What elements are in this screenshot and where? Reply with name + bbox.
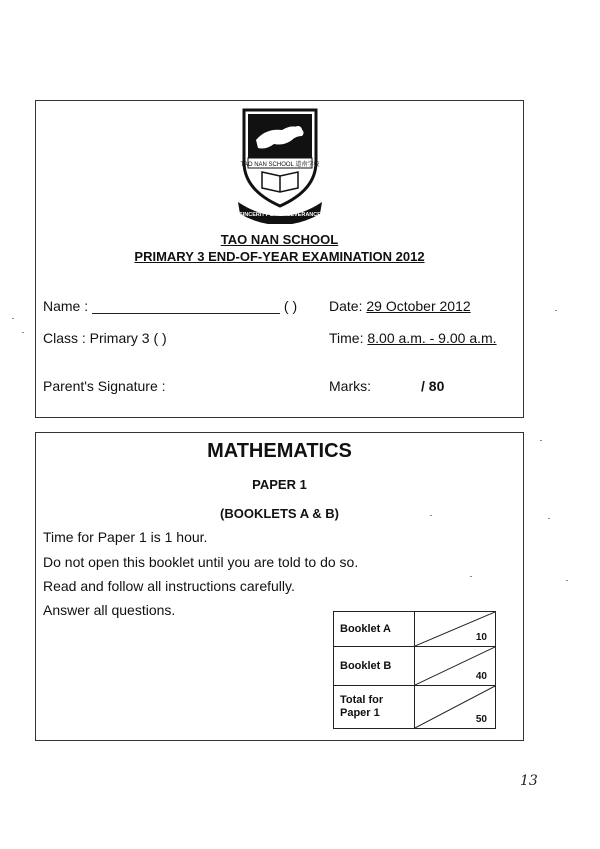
class-field: Class : Primary 3 ( )	[43, 330, 167, 346]
parent-signature-label: Parent's Signature :	[43, 378, 166, 394]
table-row	[334, 686, 496, 729]
instruction-line: Read and follow all instructions carefully.	[43, 578, 295, 594]
total-marks: 10	[475, 632, 487, 643]
date-field	[329, 298, 471, 314]
svg-text:SINCERITY & PERSEVERANCE: SINCERITY & PERSEVERANCE	[239, 212, 321, 218]
time-label: Time:	[329, 330, 364, 346]
school-name: TAO NAN SCHOOL	[220, 232, 339, 247]
table-row	[334, 647, 496, 686]
scan-speck	[430, 515, 432, 516]
page-number: 13	[520, 773, 538, 789]
paper-title: PAPER 1	[252, 477, 307, 492]
instruction-line: Time for Paper 1 is 1 hour.	[43, 529, 208, 545]
score-cell[interactable]	[415, 647, 496, 686]
scan-speck	[12, 318, 14, 319]
table-row	[334, 612, 496, 647]
instruction-line: Do not open this booklet until you are told to do so.	[43, 554, 359, 570]
scan-speck	[470, 576, 472, 577]
marks-total: / 80	[421, 378, 445, 394]
time-field	[329, 330, 497, 346]
total-marks: 40	[475, 671, 487, 682]
scan-speck	[540, 440, 542, 441]
marks-table	[333, 611, 496, 729]
score-cell[interactable]	[415, 686, 496, 729]
date-value: 29 October 2012	[366, 298, 471, 314]
cover-header-box	[35, 100, 524, 418]
total-marks: 50	[475, 714, 487, 725]
exam-title: PRIMARY 3 END-OF-YEAR EXAMINATION 2012	[134, 249, 425, 264]
booklets-label: (BOOKLETS A & B)	[220, 506, 339, 521]
paper-info-box	[35, 432, 524, 741]
name-blank[interactable]	[92, 313, 280, 314]
school-crest-logo	[236, 106, 324, 224]
scan-speck	[555, 310, 557, 311]
scan-speck	[548, 518, 550, 519]
time-value: 8.00 a.m. - 9.00 a.m.	[367, 330, 497, 346]
date-label: Date:	[329, 298, 363, 314]
instruction-line: Answer all questions.	[43, 602, 176, 618]
subject-title: MATHEMATICS	[207, 440, 352, 462]
name-field	[43, 298, 297, 314]
scan-speck	[566, 580, 568, 581]
score-cell[interactable]	[415, 612, 496, 647]
register-number-paren: ( )	[283, 298, 298, 314]
svg-text:TAO NAN SCHOOL 道南学校: TAO NAN SCHOOL 道南学校	[240, 162, 320, 168]
row-label: Booklet A	[334, 612, 415, 647]
row-label: Total for Paper 1	[334, 686, 415, 729]
name-label: Name :	[43, 298, 89, 314]
scan-speck	[22, 332, 24, 333]
marks-label: Marks:	[329, 378, 371, 394]
row-label: Booklet B	[334, 647, 415, 686]
